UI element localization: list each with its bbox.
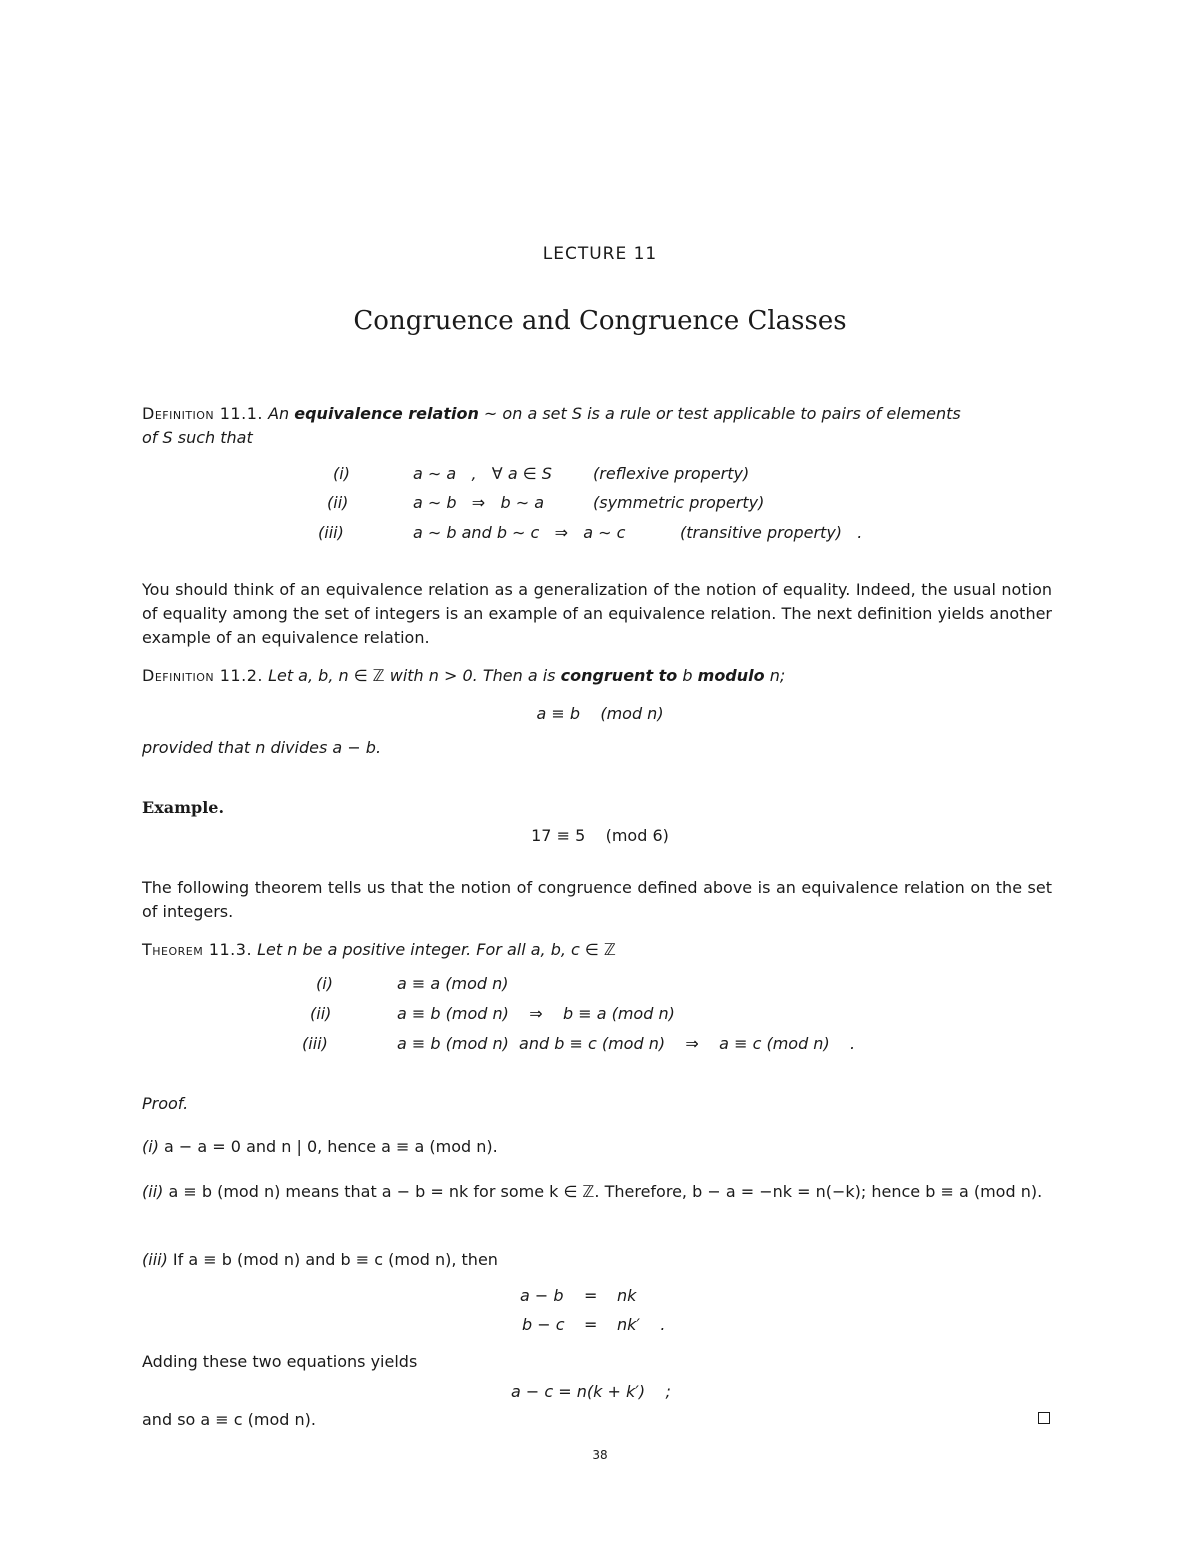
definition-term: congruent to <box>560 666 678 685</box>
theorem-label: Theorem 11.3. <box>142 940 253 959</box>
proof-step-3 <box>142 1248 498 1272</box>
definition-11-1 <box>142 402 961 426</box>
thm-row-expr: a ≡ a (mod n) <box>397 974 509 993</box>
paragraph: You should think of an equivalence relation as a generalization of the notion of equality. Indeed, the usual notion of equality among the set of integers is an example of an equivalence relation. The next definition yields another example of an equivalence relation. <box>142 580 1052 647</box>
def1-row-num: (ii) <box>327 493 349 512</box>
equation-lhs: b − c <box>522 1315 565 1334</box>
definition-text: on a set S is a rule or test applicable to pairs of elements <box>502 404 961 423</box>
equation-rhs: nk′ . <box>617 1315 666 1334</box>
display-equation: a ≡ b (mod n) <box>536 704 664 723</box>
proof-conclusion: and so a ≡ c (mod n). <box>142 1410 316 1429</box>
def1-row-num: (iii) <box>318 523 344 542</box>
thm-row-num: (ii) <box>310 1004 332 1023</box>
equation-rhs: nk <box>617 1286 637 1305</box>
proof-step-1 <box>142 1135 498 1159</box>
definition-line-2: of S such that <box>142 428 253 447</box>
definition-term: equivalence relation <box>294 404 479 423</box>
thm-row-expr: a ≡ b (mod n) and b ≡ c (mod n) ⇒ a ≡ c (mod n) . <box>397 1034 856 1053</box>
step-number: (iii) <box>142 1250 168 1269</box>
theorem-text: Let n be a positive integer. For all a, b, c ∈ ℤ <box>257 940 616 959</box>
step-number: (ii) <box>142 1182 164 1201</box>
sum-equation: a − c = n(k + k′) ; <box>511 1382 671 1401</box>
qed-box-icon <box>1038 1412 1050 1424</box>
definition-label: Definition 11.1. <box>142 404 263 423</box>
definition-11-2 <box>142 664 785 688</box>
example-label: Example. <box>142 798 225 817</box>
equation-equals: = <box>584 1286 598 1305</box>
thm-row-num: (iii) <box>302 1034 328 1053</box>
thm-row-expr: a ≡ b (mod n) ⇒ b ≡ a (mod n) <box>397 1004 675 1023</box>
definition-label: Definition 11.2. <box>142 666 263 685</box>
def1-row-note: (reflexive property) <box>593 464 750 483</box>
equation-equals: = <box>584 1315 598 1334</box>
def1-row-expr: a ∼ b and b ∼ c ⇒ a ∼ c <box>413 523 626 542</box>
relation-symbol: ~ <box>483 404 498 423</box>
definition-text: n; <box>769 666 786 685</box>
definition-text: Let a, b, n ∈ ℤ with n > 0. Then a is <box>268 666 556 685</box>
thm-row-num: (i) <box>316 974 333 993</box>
definition-term: modulo <box>697 666 765 685</box>
def1-row-expr: a ∼ b ⇒ b ∼ a <box>413 493 544 512</box>
step-number: (i) <box>142 1137 159 1156</box>
proof-label: Proof. <box>142 1094 189 1113</box>
proof-step-2 <box>142 1180 1052 1204</box>
definition-lead: An <box>268 404 290 423</box>
theorem-11-3 <box>142 938 616 962</box>
definition-text: b <box>682 666 693 685</box>
def1-row-note: (symmetric property) <box>593 493 765 512</box>
definition-after: provided that n divides a − b. <box>142 738 382 757</box>
lecture-label: LECTURE 11 <box>542 244 658 264</box>
paragraph: The following theorem tells us that the notion of congruence defined above is an equivalence relation on the set of integers. <box>142 878 1052 921</box>
def1-row-num: (i) <box>333 464 350 483</box>
step-text: a ≡ b (mod n) means that a − b = nk for some k ∈ ℤ. Therefore, b − a = −nk = n(−k); hence b ≡ a (mod n). <box>168 1182 1043 1201</box>
adding-text: Adding these two equations yields <box>142 1352 418 1371</box>
step-text: If a ≡ b (mod n) and b ≡ c (mod n), then <box>172 1250 498 1269</box>
example-equation: 17 ≡ 5 (mod 6) <box>531 826 669 845</box>
page-number: 38 <box>592 1448 608 1462</box>
equation-lhs: a − b <box>520 1286 564 1305</box>
step-text: a − a = 0 and n | 0, hence a ≡ a (mod n). <box>164 1137 498 1156</box>
page-title: Congruence and Congruence Classes <box>353 306 847 336</box>
def1-row-note: (transitive property) . <box>680 523 863 542</box>
def1-row-expr: a ∼ a , ∀ a ∈ S <box>413 464 552 483</box>
